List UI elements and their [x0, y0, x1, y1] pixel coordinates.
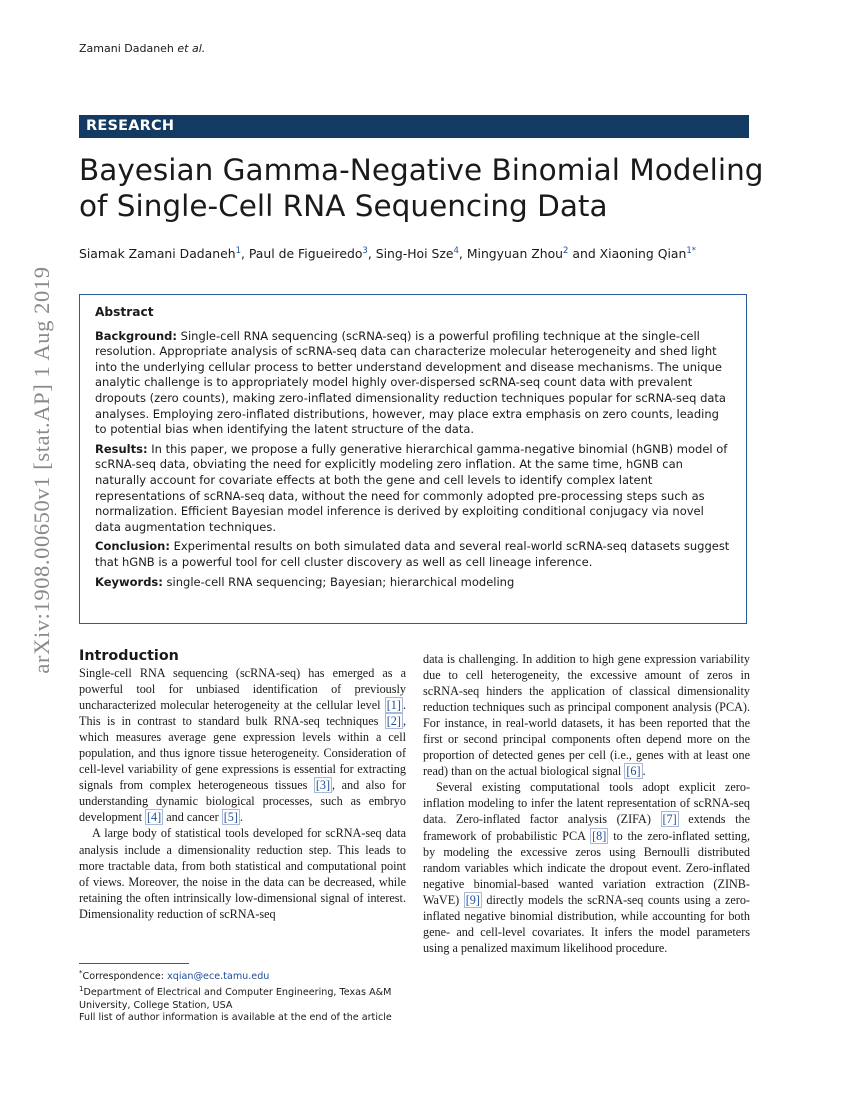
- footnote-rule: [79, 963, 189, 964]
- abstract-background: [95, 329, 731, 438]
- paper-title: Bayesian Gamma-Negative Binomial Modeling of Single-Cell RNA Sequencing Data: [79, 153, 764, 223]
- correspondence-email[interactable]: xqian@ece.tamu.edu: [167, 971, 270, 983]
- intro-paragraph-4: [423, 779, 750, 956]
- abstract-keywords: [95, 575, 731, 591]
- text-run: .: [239, 810, 244, 825]
- conclusion-label: Conclusion:: [95, 539, 170, 554]
- text-run: data is challenging. In addition to high gene expression variability due to cell heterogeneity, the excessive amount of zeros in scRNA-seq hinders the application of classical dimensionality reduction techniques such as principal component analysis (PCA). For instance, in real-world datasets, it has been reported that the first or second principal components often depend more on the proportion of detected genes per cell (i.e., genes with at least one read) than on the actual biological signal: [423, 652, 750, 779]
- affiliation-text: Department of Electrical and Computer Engineering, Texas A&M University, College Station, USA: [79, 987, 392, 1011]
- intro-paragraph-3: [423, 651, 750, 779]
- text-run: , which measures average gene expression levels within a cell population, and thus ignore tissue heterogeneity. Consideration of cell-level variability of gene expressions is essential for extracting signals from complex heterogeneous tissues: [79, 714, 406, 793]
- intro-paragraph-2: A large body of statistical tools developed for scRNA-seq data analysis include a dimensionality reduction step. This leads to more tractable data, from both statistical and computational point of views. Moreover, the noise in the data can be decreased, while retaining the often intrinsically low-dimensional signal of interest. Dimensionality reduction of scRNA-seq: [79, 826, 406, 921]
- citation-link[interactable]: [2]: [386, 714, 401, 729]
- text-run: Several existing computational tools adopt explicit zero-inflation modeling to infer the latent representation of scRNA-seq data. Zero-inflated factor analysis (ZIFA): [423, 780, 750, 827]
- footnotes: [79, 963, 406, 1025]
- affiliation-mark[interactable]: 1: [235, 246, 241, 256]
- affiliation-mark[interactable]: 4: [453, 246, 459, 256]
- keywords-text: single-cell RNA sequencing; Bayesian; hierarchical modeling: [162, 574, 515, 589]
- abstract-heading: Abstract: [95, 305, 154, 319]
- conclusion-text: Experimental results on both simulated data and several real-world scRNA-seq datasets suggest that hGNB is a powerful tool for cell cluster discovery as well as cell lineage inference.: [95, 539, 730, 569]
- abstract-conclusion: [95, 539, 731, 570]
- affiliation-mark[interactable]: 2: [563, 246, 569, 256]
- text-run: Single-cell RNA sequencing (scRNA-seq) has emerged as a powerful tool for unbiased identification of previously uncharacterized molecular heterogeneity at the cellular level: [79, 666, 406, 713]
- author-separator: ,: [367, 246, 376, 262]
- author-separator: ,: [241, 246, 249, 262]
- abstract-results: [95, 442, 731, 536]
- running-author: Zamani Dadaneh: [79, 42, 174, 55]
- background-text: Single-cell RNA sequencing (scRNA-seq) is a powerful profiling technique at the single-cell resolution. Appropriate analysis of scRNA-seq data can characterize molecular heterogeneity and shed light into the underlying cellular process to better understand development and disease mechanisms. The unique analytic challenge is to appropriately model highly over-dispersed scRNA-seq count data with prevalent dropouts (zero counts), making zero-inflated dimensionality reduction techniques popular for scRNA-seq data analyses. Employing zero-inflated distributions, however, may place extra emphasis on zero counts, leading to potential bias when identifying the latent structure of the data.: [95, 328, 726, 437]
- intro-paragraph-1: [79, 665, 406, 825]
- right-column: [423, 651, 750, 956]
- arxiv-stamp: arXiv:1908.00650v1 [stat.AP] 1 Aug 2019: [29, 266, 54, 674]
- results-label: Results:: [95, 441, 148, 456]
- author-and: and: [568, 246, 600, 262]
- citation-link[interactable]: [9]: [465, 892, 480, 907]
- citation-link[interactable]: [7]: [662, 812, 677, 827]
- citation-link[interactable]: [4]: [147, 810, 162, 825]
- abstract-box: [79, 294, 747, 624]
- section-label: RESEARCH: [86, 118, 175, 134]
- author-name: Mingyuan Zhou: [466, 246, 564, 262]
- author-list: [79, 243, 769, 262]
- text-run: to the zero-inflated setting, by modeling the excessive zeros using Bernoulli distributed random variables which indicate the dropout event. Zero-inflated negative binomial-based wanted variation extraction (ZINB-WaVE): [423, 828, 750, 907]
- author-info-note: Full list of author information is available at the end of the article: [79, 1012, 392, 1024]
- author-separator: ,: [458, 246, 467, 262]
- author-name: Siamak Zamani Dadaneh: [79, 246, 236, 262]
- correspondence-footnote: [79, 967, 406, 983]
- correspondence-label: Correspondence:: [82, 971, 168, 983]
- keywords-label: Keywords:: [95, 574, 163, 589]
- author-name: Sing-Hoi Sze: [375, 246, 454, 262]
- section-band: [79, 115, 749, 138]
- citation-link[interactable]: [6]: [626, 764, 641, 779]
- affiliation-mark[interactable]: 3: [362, 246, 368, 256]
- author-name: Xiaoning Qian: [599, 246, 687, 262]
- text-run: .: [642, 764, 646, 779]
- text-run: extends the framework of probabilistic PCA: [423, 812, 750, 843]
- left-column: [79, 647, 406, 922]
- text-run: , and also for understanding dynamic biological processes, such as embryo development: [79, 778, 406, 825]
- introduction-heading: Introduction: [79, 648, 179, 664]
- results-text: In this paper, we propose a fully generative hierarchical gamma-negative binomial (hGNB) model of scRNA-seq data, obviating the need for explicitly modeling zero inflation. At the same time, hGNB can naturally account for covariate effects at both the gene and cell levels to identify complex latent representations of scRNA-seq data, without the need for commonly adopted pre-processing steps such as normalization. Efficient Bayesian model inference is derived by exploiting conditional conjugacy via novel data augmentation techniques.: [95, 441, 728, 534]
- text-run: directly models the scRNA-seq counts using a zero-inflated negative binomial distribution, while accounting for both gene- and cell-level covariates. It infers the model parameters using a penalized maximum likelihood procedure.: [423, 892, 750, 955]
- citation-link[interactable]: [8]: [592, 828, 607, 843]
- footnote-mark: 1: [79, 985, 84, 994]
- author-name: Paul de Figueiredo: [248, 246, 363, 262]
- footnote-mark: *: [79, 969, 83, 977]
- running-etal: et al.: [177, 42, 206, 55]
- affiliation-mark[interactable]: 1*: [686, 246, 697, 256]
- citation-link[interactable]: [5]: [223, 810, 238, 825]
- affiliation-footnote: [79, 983, 406, 1012]
- running-header: [79, 42, 205, 55]
- text-run: . This is in contrast to standard bulk RNA-seq techniques: [79, 698, 406, 729]
- text-run: and cancer: [163, 810, 222, 825]
- citation-link[interactable]: [1]: [386, 698, 401, 713]
- background-label: Background:: [95, 328, 177, 343]
- citation-link[interactable]: [3]: [315, 778, 331, 793]
